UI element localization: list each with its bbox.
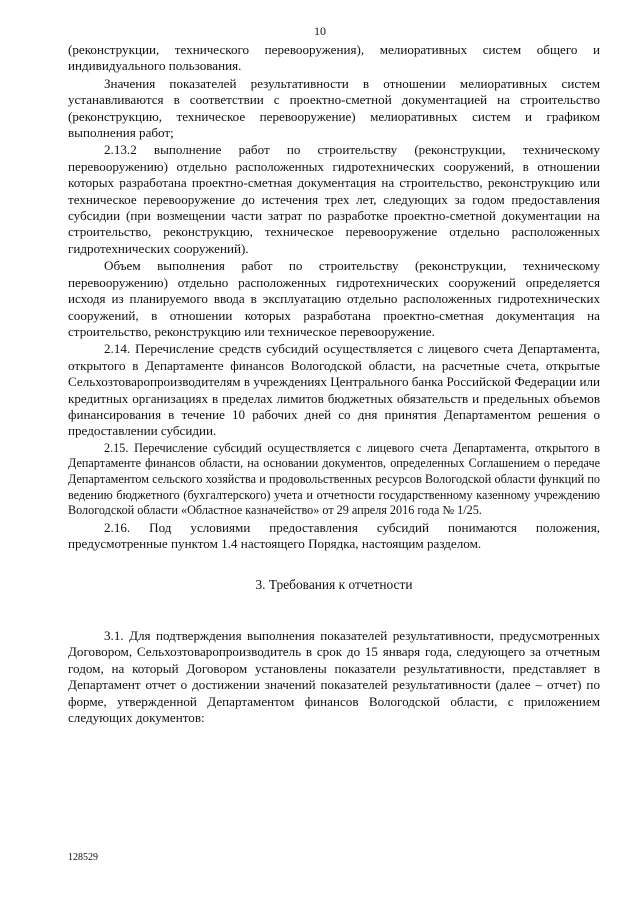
paragraph-work-volume: Объем выполнения работ по строительству (реконструкции, техническому перевооружению) отдельно расположенных гидротехнических сооружений определяется исходя из планируемого ввода в эксплуатацию отдельно расположенных гидротехнических сооружений, в отношении которых разработана проектно-сметная документация на строительство, реконструкцию или техническое перевооружение. [68,258,600,339]
section-heading: 3. Требования к отчетности [255,576,413,592]
document-code: 128529 [68,852,98,863]
paragraph-continuation: (реконструкции, технического перевооружения), мелиоративных систем общего и индивидуального пользования. [68,42,600,74]
paragraph-2-15: 2.15. Перечисление субсидий осуществляется с лицевого счета Департамента, открытого в Департаменте финансов области, на основании документов, определенных Соглашением о передаче Департаментом сельского хозяйства и продовольственных ресурсов Вологодской области функций по ведению бюджетного (бухгалтерского) учета и отчетности государственному казенному учреждению Вологодской области «Областное казначейство» от 29 апреля 2016 года № 1/25. [68,440,600,518]
paragraph-2-13-2: 2.13.2 выполнение работ по строительству (реконструкции, техническому перевооружению) отдельно расположенных гидротехнических сооружений, в отношении которых разработана проектно-сметная документация на строительство, реконструкцию или техническое перевооружение до истечения трех лет, следующих за годом предоставления субсидии (при возмещении части затрат по разработке проектно-сметной документации на строительство, реконструкцию, техническое перевооружение отдельно расположенных гидротехнических сооружений). [68,142,600,256]
paragraph-2-14: 2.14. Перечисление средств субсидий осуществляется с лицевого счета Департамента, открытого в Департаменте финансов Вологодской области, на расчетные счета, открытые Сельхозтоваропроизводителям в учреждениях Центрального банка Российской Федерации или кредитных организациях в пределах лимитов бюджетных обязательств и предельных объемов финансирования в течение 10 рабочих дней со дня принятия Департаментом решения о предоставлении субсидии. [68,341,600,439]
paragraph-2-16: 2.16. Под условиями предоставления субсидий понимаются положения, предусмотренные пунктом 1.4 настоящего Порядка, настоящим разделом. [68,519,600,552]
paragraph-performance-values: Значения показателей результативности в отношении мелиоративных систем устанавливаются в соответствии с проектно-сметной документацией на строительство (реконструкцию, техническое перевооружение) мелиоративных систем и графиком выполнения работ; [68,75,600,141]
document-body [68,42,600,727]
page-number: 10 [314,24,326,38]
paragraph-3-1: 3.1. Для подтверждения выполнения показателей результативности, предусмотренных Договором, Сельхозтоваропроизводитель в срок до 15 января года, следующего за отчетным годом, на который Договором установлены показатели результативности, представляет в Департамент отчет о достижении значений показателей результативности (далее – отчет) по форме, утвержденной Департаментом финансов Вологодской области, с приложением следующих документов: [68,627,600,725]
